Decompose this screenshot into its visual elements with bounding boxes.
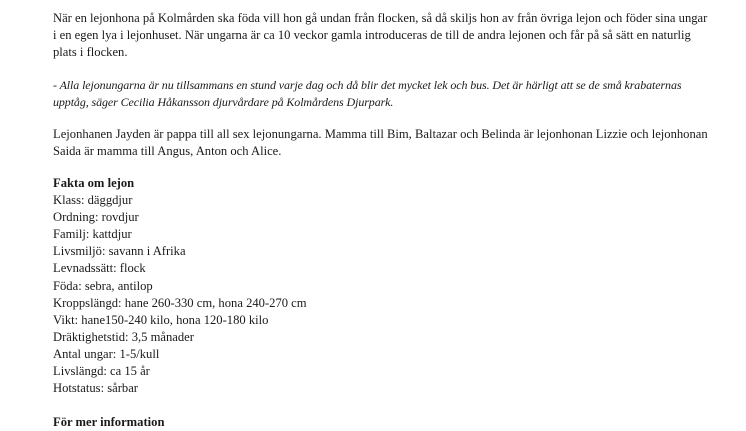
parents-paragraph: Lejonhanen Jayden är pappa till all sex lejonungarna. Mamma till Bim, Baltazar och Belinda är lejonhonan Lizzie och lejonhonan Saida är mamma till Angus, Anton och Alice. bbox=[53, 127, 708, 158]
fact-line: Ordning: rovdjur bbox=[53, 210, 139, 225]
facts-section bbox=[53, 175, 713, 397]
intro-paragraph: När en lejonhona på Kolmården ska föda vill hon gå undan från flocken, så då skiljs hon av från övriga lejon och föder sina ungar i en egen lya i lejonhuset. När ungarna är ca 10 veckor gamla introduceras de till de andra lejonen och får på så sätt en naturlig plats i flocken. bbox=[53, 11, 708, 59]
fact-line: Familj: kattdjur bbox=[53, 227, 132, 242]
document-page bbox=[53, 10, 713, 431]
fact-line: Antal ungar: 1-5/kull bbox=[53, 346, 160, 361]
fact-line: Livslängd: ca 15 år bbox=[53, 364, 150, 379]
fact-line: Vikt: hane150-240 kilo, hona 120-180 kilo bbox=[53, 312, 269, 327]
fact-line: Hotstatus: sårbar bbox=[53, 381, 138, 396]
fact-line: Kroppslängd: hane 260-330 cm, hona 240-270 cm bbox=[53, 295, 307, 310]
facts-title: Fakta om lejon bbox=[53, 176, 135, 190]
fact-line: Levnadssätt: flock bbox=[53, 261, 146, 276]
quote-paragraph: - Alla lejonungarna är nu tillsammans en stund varje dag och då blir det mycket lek och bus. Det är härligt att se de små krabaternas upptåg, säger Cecilia Håkansson djurvårdare på Kolmårdens Djurpark. bbox=[53, 78, 682, 109]
fact-line: Dräktighetstid: 3,5 månader bbox=[53, 329, 194, 344]
more-info-heading: För mer information bbox=[53, 415, 165, 430]
fact-line: Livsmiljö: savann i Afrika bbox=[53, 244, 186, 259]
fact-line: Föda: sebra, antilop bbox=[53, 278, 153, 293]
fact-line: Klass: däggdjur bbox=[53, 193, 133, 208]
